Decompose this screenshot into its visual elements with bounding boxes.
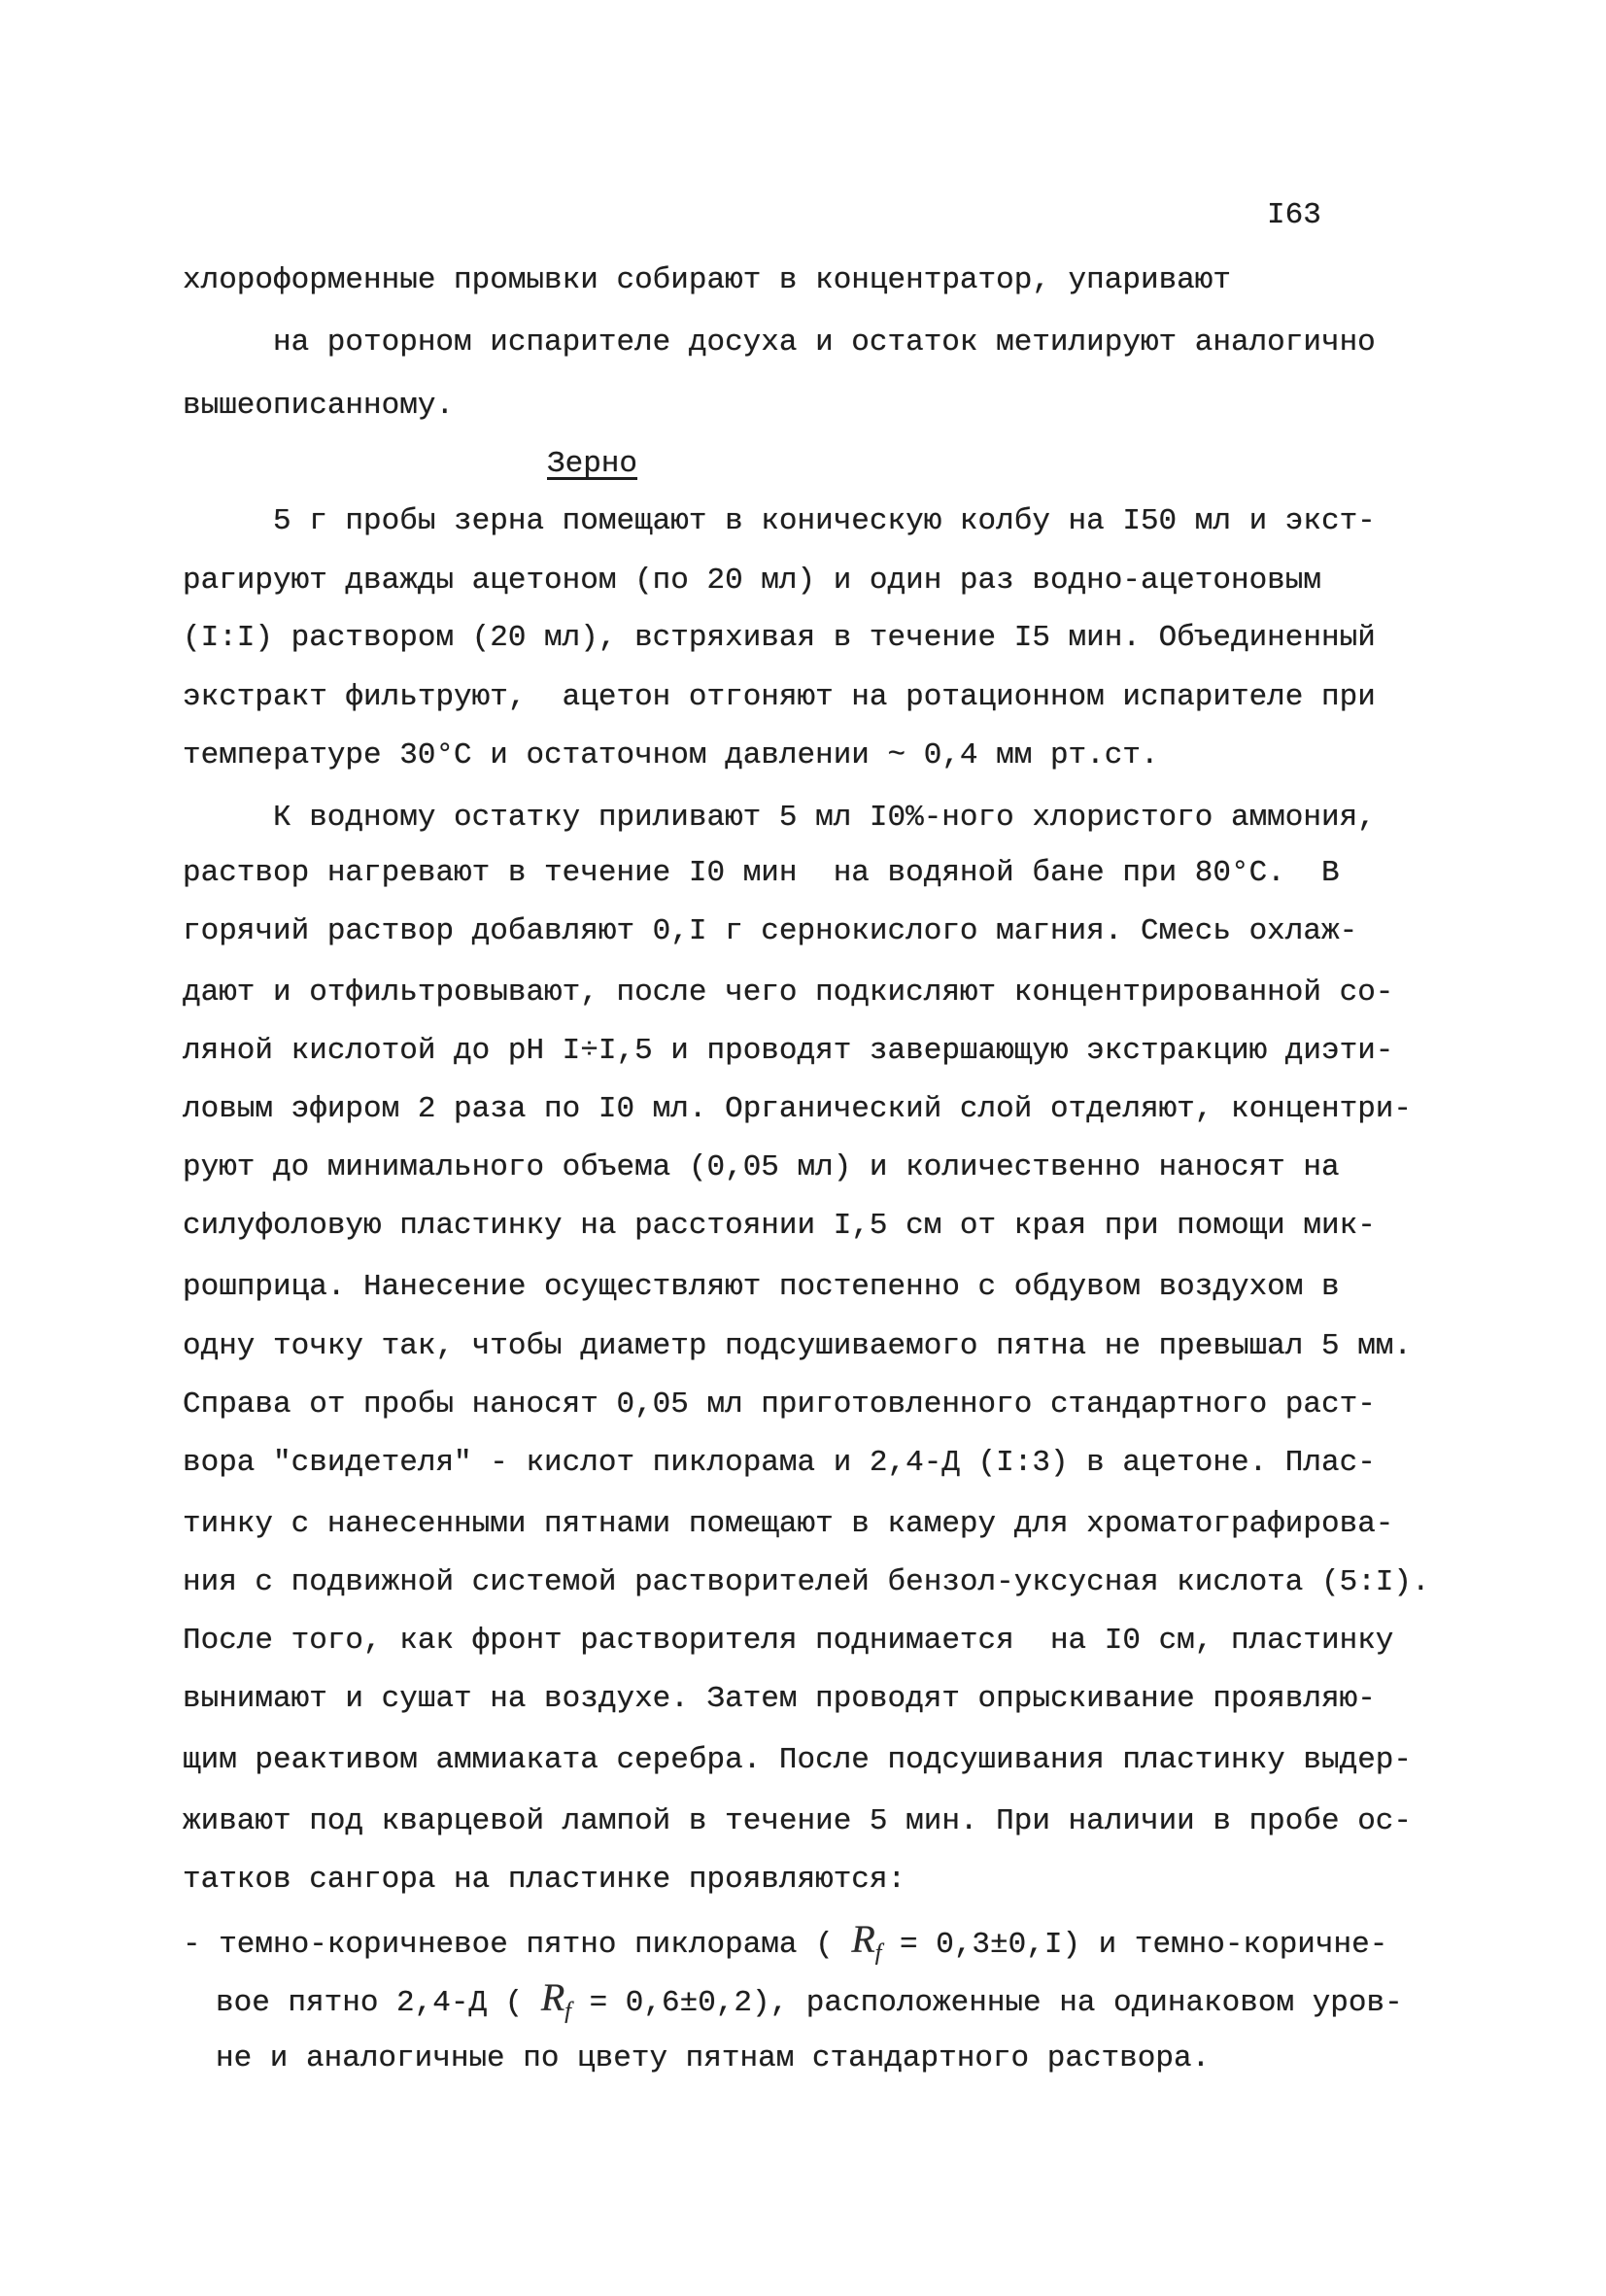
text-line: щим реактивом аммиаката серебра. После подсушивания пластинку выдер-	[183, 1743, 1413, 1777]
rf-subscript: f	[564, 1999, 571, 2024]
text-segment: - темно-коричневое пятно пиклорама (	[183, 1928, 852, 1962]
text-segment: = 0,6±0,2), расположенные на одинаковом уров-	[570, 1986, 1403, 2020]
text-line: К водному остатку приливают 5 мл I0%-ного хлористого аммония,	[273, 801, 1376, 835]
text-line: на роторном испарителе досуха и остаток метилируют аналогично	[273, 326, 1376, 360]
rf-subscript: f	[874, 1940, 882, 1966]
list-item-line	[216, 1975, 1403, 2024]
text-line: одну точку так, чтобы диаметр подсушиваемого пятна не превышал 5 мм.	[183, 1329, 1413, 1363]
text-line: (I:I) раствором (20 мл), встряхивая в течение I5 мин. Объединенный	[183, 621, 1376, 655]
text-line: рошприца. Нанесение осуществляют постепенно с обдувом воздухом в	[183, 1270, 1340, 1304]
text-line: живают под кварцевой лампой в течение 5 мин. При наличии в пробе ос-	[183, 1804, 1413, 1838]
text-segment: вое пятно 2,4-Д (	[216, 1986, 541, 2020]
text-line: температуре 30°С и остаточном давлении ~ 0,4 мм рт.ст.	[183, 738, 1159, 772]
text-line: горячий раствор добавляют 0,I г сернокислого магния. Смесь охлаж-	[183, 914, 1358, 948]
text-segment: = 0,3±0,I) и темно-коричне-	[881, 1928, 1388, 1962]
page-number: I63	[1267, 198, 1321, 232]
text-line: ловым эфиром 2 раза по I0 мл. Органический слой отделяют, концентри-	[183, 1092, 1413, 1126]
rf-symbol: R	[540, 1975, 565, 2019]
text-line: Справа от пробы наносят 0,05 мл приготовленного стандартного раст-	[183, 1388, 1376, 1422]
text-line: ляной кислотой до pH I÷I,5 и проводят завершающую экстракцию диэти-	[183, 1034, 1394, 1068]
list-item-line: не и аналогичные по цвету пятнам стандартного раствора.	[216, 2041, 1211, 2075]
text-line: 5 г пробы зерна помещают в коническую колбу на I50 мл и экст-	[273, 504, 1376, 538]
text-line: силуфоловую пластинку на расстоянии I,5 см от края при помощи мик-	[183, 1209, 1376, 1243]
rf-symbol: R	[851, 1917, 875, 1961]
text-line: татков сангора на пластинке проявляются:	[183, 1863, 906, 1897]
section-heading: Зерно	[547, 447, 638, 481]
text-line: дают и отфильтровывают, после чего подкисляют концентрированной со-	[183, 976, 1394, 1010]
text-line: ния с подвижной системой растворителей бензол-уксусная кислота (5:I).	[183, 1565, 1430, 1599]
text-line: тинку с нанесенными пятнами помещают в камеру для хроматографирова-	[183, 1507, 1394, 1541]
text-line: вышеописанному.	[183, 389, 455, 423]
text-line: раствор нагревают в течение I0 мин на водяной бане при 80°С. В	[183, 856, 1340, 890]
text-line: рагируют дважды ацетоном (по 20 мл) и один раз водно-ацетоновым	[183, 564, 1321, 598]
text-line: экстракт фильтруют, ацетон отгоняют на ротационном испарителе при	[183, 680, 1376, 714]
text-line: После того, как фронт растворителя поднимается на I0 см, пластинку	[183, 1624, 1394, 1658]
text-line: вынимают и сушат на воздухе. Затем проводят опрыскивание проявляю-	[183, 1682, 1376, 1716]
text-line: хлороформенные промывки собирают в концентратор, упаривают	[183, 263, 1231, 297]
list-item-line	[183, 1917, 1388, 1966]
text-line: вора "свидетеля" - кислот пиклорама и 2,4-Д (I:3) в ацетоне. Плас-	[183, 1446, 1376, 1480]
text-line: руют до минимального объема (0,05 мл) и количественно наносят на	[183, 1150, 1340, 1184]
